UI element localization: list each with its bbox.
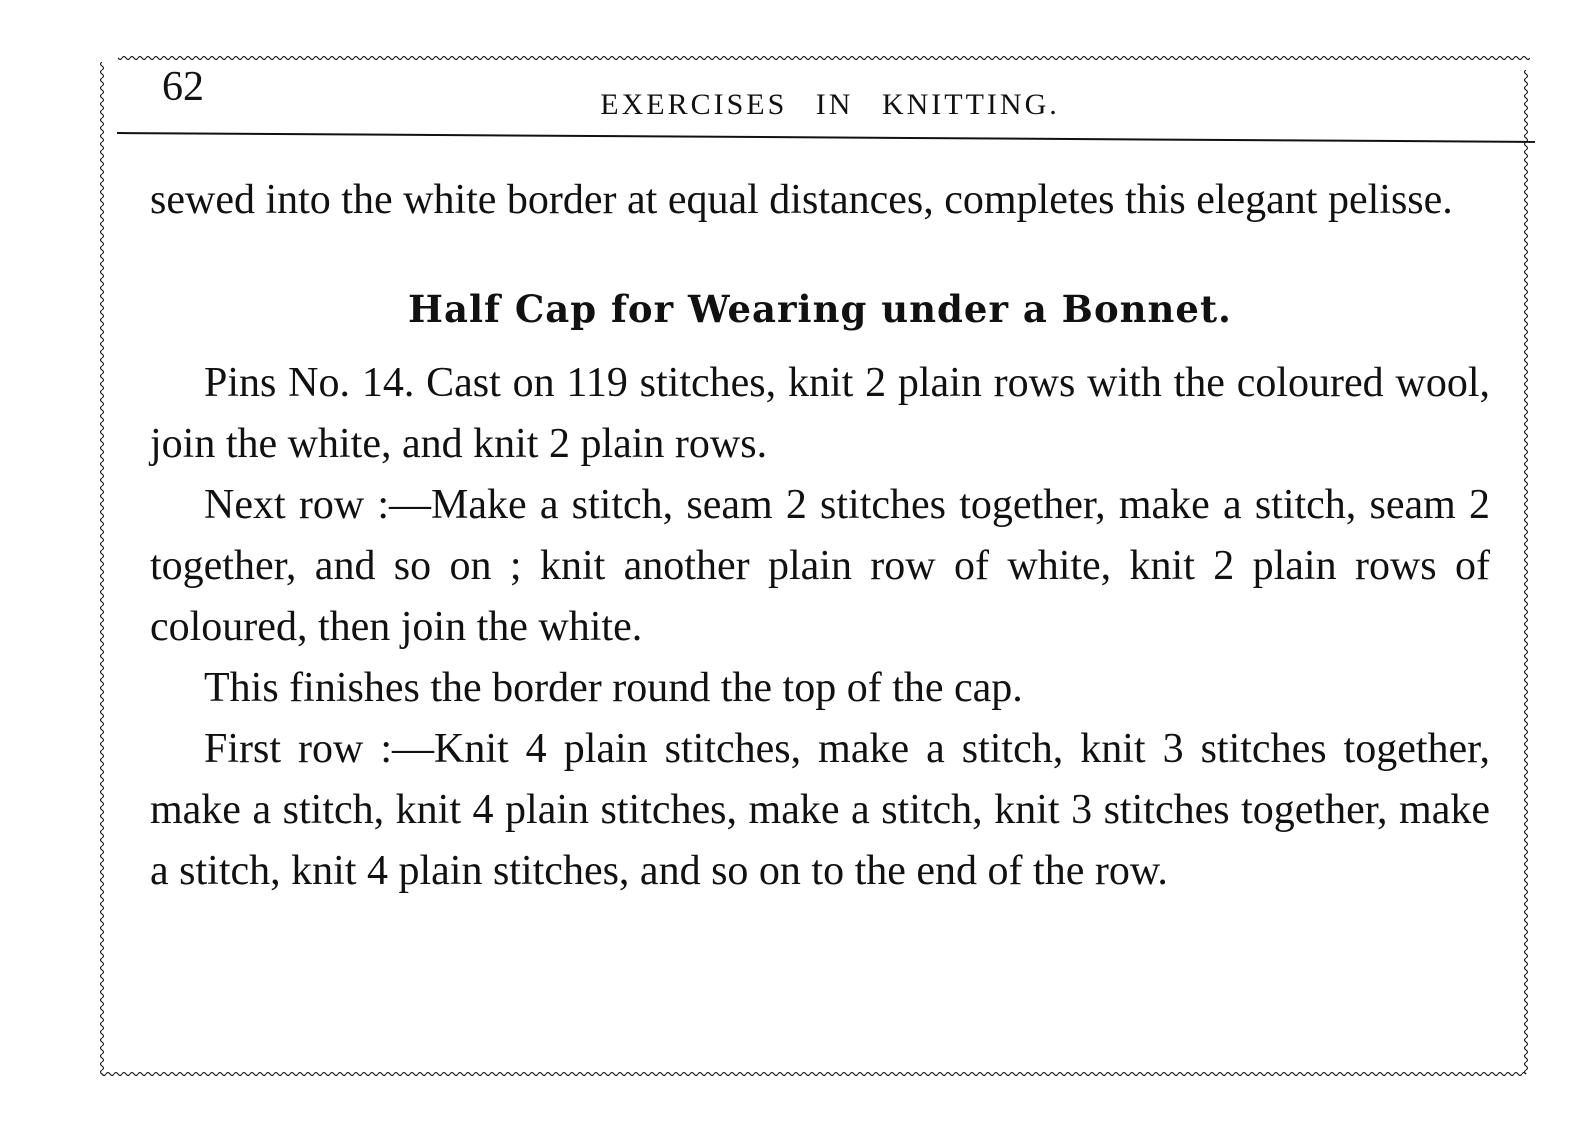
section-title: Half Cap for Wearing under a Bonnet. [408, 287, 1232, 331]
border-left [100, 62, 108, 1076]
paragraph-pins: Pins No. 14. Cast on 119 stitches, knit 2 plain rows with the coloured wool, join the white, and knit 2 plain rows. [150, 360, 1490, 467]
running-head-title: EXERCISES IN KNITTING. [600, 88, 1060, 121]
continuation-paragraph: sewed into the white border at equal distances, completes this elegant pelisse. [150, 177, 1453, 223]
paragraph-border-finish: This finishes the border round the top of the cap. [204, 665, 1023, 711]
paragraph-first-row: First row :—Knit 4 plain stitches, make a stitch, knit 3 stitches together, make a stitch, knit 4 plain stitches, make a stitch, knit 3 stitches together, make a stitch, knit 4 plain stitches, and so on to the end of the row. [150, 726, 1490, 894]
border-right [1520, 70, 1528, 1074]
page-body [150, 170, 1490, 902]
border-bottom [102, 1072, 1526, 1080]
border-top [118, 54, 1530, 62]
paragraph-next-row: Next row :—Make a stitch, seam 2 stitches together, make a stitch, seam 2 together, and so on ; knit another plain row of white, knit 2 plain rows of coloured, then join the white. [150, 482, 1490, 650]
page-number: 62 [162, 64, 204, 110]
